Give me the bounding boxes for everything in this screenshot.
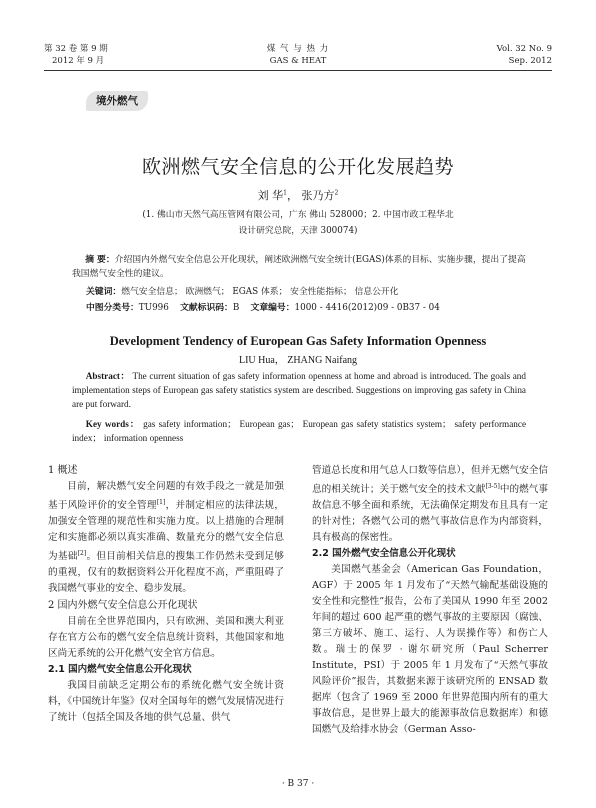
section-1-heading: 1 概述 [48, 465, 78, 476]
english-abstract-text: The current situation of gas safety information openness at home and abroad is introduced. The goals and implementation steps of European gas safety statistics system are described. Suggestions on improving gas safety in China are put forward. [72, 371, 526, 409]
section-2-heading: 2 国内外燃气安全信息公开化现状 [48, 600, 198, 612]
keywords-cn [72, 286, 526, 300]
left-column [48, 463, 284, 726]
article-title: 欧洲燃气安全信息的公开化发展趋势 [141, 156, 454, 178]
section-2-1-heading: 2.1 国内燃气安全信息公开化现状 [48, 664, 192, 676]
citation-3-5: [3-5] [485, 483, 500, 490]
section-badge: 境外燃气 [86, 91, 148, 111]
authors [0, 187, 596, 203]
journal-date-en: Sep. 2012 [508, 56, 552, 66]
english-authors: LIU Hua， ZHANG Naifang [238, 355, 358, 366]
journal-name-cn: 煤 气 与 热 力 [266, 44, 330, 54]
doc-code-value: B [232, 303, 240, 313]
citation-1: [1] [156, 499, 166, 506]
paragraph-domestic: 我国目前缺乏定期公布的系统化燃气安全统计资料，《中国统计年鉴》仅对全国每年的燃气发展情况进行了统计（包括全国及各地的供气总量、供气 [48, 680, 284, 724]
author-2: 张乃方 [301, 189, 335, 202]
article-no-label: 文章编号： [250, 303, 295, 313]
journal-name-en: GAS & HEAT [269, 56, 327, 66]
intro-text-c: 。但目前相关信息的搜集工作仍然未受到足够的重视，仅有的数据资料公开化程度不高，严重阻碍了我国燃气事业的安全、稳步发展。 [48, 551, 285, 595]
paragraph-domestic-cont [312, 463, 548, 546]
article-no-value: 1000 - 4416(2012)09 - 0B37 - 04 [294, 303, 440, 313]
clc-value: TU996 [138, 303, 169, 313]
domestic-cont-text-b: 中的燃气事故信息不够全面和系统，无法确保定期发布且具有一定的针对性；各燃气公司的燃气事故信息作为内部资料，具有极高的保密性。 [312, 484, 549, 544]
page-number: · B 37 · [281, 779, 315, 789]
section-2-2-heading: 2.2 国外燃气安全信息公开化现状 [312, 548, 456, 560]
clc-label: 中图分类号： [86, 303, 139, 313]
paragraph-status: 目前在全世界范围内，只有欧洲、美国和澳大利亚存在官方公布的燃气安全信息统计资料，其他国家和地区尚无系统的公开化燃气安全官方信息。 [48, 616, 284, 660]
author-1-sup: 1 [283, 189, 287, 197]
abstract-cn [72, 254, 526, 281]
english-abstract-label: Abstract： [85, 371, 130, 381]
affiliation-line-1: (1. 佛山市天然气高压管网有限公司，广东 佛山 528000；2. 中国市政工程华北 [142, 210, 454, 220]
english-keywords-text: gas safety information； European gas； European gas safety statistics system； safety performance index； information openness [72, 419, 527, 443]
english-keywords [72, 417, 526, 445]
paragraph-foreign: 美国燃气基金会（American Gas Foundation，AGF）于 2005 年 1 月发布了“天然气输配基础设施的安全性和完整性”报告，公布了美国从 1990 年至 2002 年间的超过 600 起严重的燃气事故的主要原因（腐蚀、第三方破坏、施工、运行、人为误操作等）和伤亡人数。瑞士的保罗 · 谢尔研究所（Paul Scherrer Institute，PSI）于 2005 年 1 月发布了“天然气事故风险评价”报告，其数据来源于该研究所的 ENSAD 数据库（包含了 1969 至 2000 年世界范围内所有的重大事故信息，是世界上最大的能源事故信息数据库）和德国燃气及给排水协会（German Asso- [312, 564, 548, 736]
domestic-cont-text-a: 管道总长度和用气总人口数等信息），但并无燃气安全信息的相关统计；关于燃气安全的技术文献 [312, 465, 548, 496]
abstract-cn-label: 摘 要： [85, 255, 115, 265]
keywords-cn-label: 关键词： [86, 287, 122, 297]
journal-date: 2012 年 9 月 [52, 56, 105, 66]
journal-volume-en: Vol. 32 No. 9 [496, 44, 552, 54]
journal-volume: 第 32 卷 第 9 期 [44, 44, 108, 54]
author-1: 刘 华 [257, 189, 284, 202]
paragraph-intro [48, 479, 284, 597]
classification-line [72, 302, 526, 316]
intro-text-a: 目前，解决燃气安全问题的有效手段之一就是加强基于风险评价的安全管理 [48, 481, 284, 512]
right-column [312, 463, 548, 738]
author-2-sup: 2 [334, 189, 339, 197]
english-title: Development Tendency of European Gas Safety Information Openness [109, 334, 487, 348]
author-separator: ， [287, 189, 302, 202]
intro-text-b: ，并制定相应的法律法规，加强安全管理的规范性和实施力度。以上措施的合理制定和实施都必须以真实准确、数量充分的燃气安全信息为基础 [48, 500, 285, 563]
affiliation-line-2: 设计研究总院，天津 300074) [238, 226, 358, 236]
english-abstract [72, 369, 526, 411]
abstract-cn-text: 介绍国内外燃气安全信息公开化现状，阐述欧洲燃气安全统计(EGAS)体系的目标、实施步骤，提出了提高我国燃气安全性的建议。 [72, 255, 526, 279]
citation-2: [2] [77, 550, 87, 558]
english-keywords-label: Key words： [85, 419, 140, 429]
keywords-cn-text: 燃气安全信息； 欧洲燃气； EGAS 体系； 安全性能指标； 信息公开化 [121, 287, 399, 297]
header-rule [44, 70, 552, 71]
doc-code-label: 文献标识码： [180, 303, 233, 313]
